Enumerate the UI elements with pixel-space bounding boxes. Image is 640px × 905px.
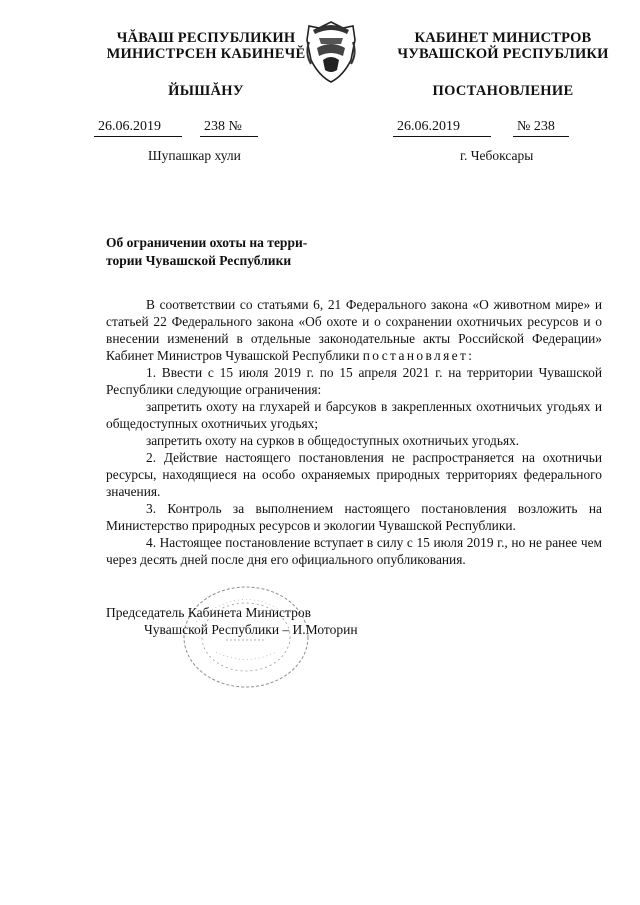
header-right-line-1: КАБИНЕТ МИНИСТРОВ bbox=[414, 30, 592, 46]
signature-position-line-2: Чувашской Республики – И.Моторин bbox=[144, 622, 358, 637]
resolves-word: постановляет: bbox=[362, 348, 475, 363]
body-preamble: В соответствии со статьями 6, 21 Федерального закона «О животном мире» и статьей 22 Федерального закона «Об охоте и о сохранении охотничьих ресурсов и о внесении изменений в отдельные законодательные акты Российской Федерации» Кабинет Министров Чувашской Республики постановляет: bbox=[106, 297, 602, 363]
body-item-2: 2. Действие настоящего постановления не распространяется на охотничьи ресурсы, находящиеся на особо охраняемых природных территориях федерального значения. bbox=[106, 450, 602, 499]
header-right-line-2: ЧУВАШСКОЙ РЕСПУБЛИКИ bbox=[397, 46, 609, 62]
subject-line-1: Об ограничении охоты на терри- bbox=[106, 235, 308, 250]
document-body bbox=[106, 296, 602, 568]
document-subject bbox=[106, 234, 346, 270]
header-left-doc-type: ЙЫШĂНУ bbox=[168, 83, 244, 99]
body-item-1a: запретить охоту на глухарей и барсуков в закрепленных охотничьих угодьях и общедоступных охотничьих угодьях; bbox=[106, 399, 602, 431]
dateline-right bbox=[393, 119, 569, 137]
header-left-line-1: ЧĂВАШ РЕСПУБЛИКИН bbox=[116, 30, 296, 46]
chuvash-coat-of-arms-icon bbox=[303, 20, 359, 84]
left-number: 238 № bbox=[200, 119, 258, 137]
body-item-1: 1. Ввести с 15 июля 2019 г. по 15 апреля 2021 г. на территории Чувашской Республики следующие ограничения: bbox=[106, 365, 602, 397]
right-date: 26.06.2019 bbox=[393, 119, 491, 137]
header-left-authority bbox=[86, 30, 326, 62]
body-item-1b: запретить охоту на сурков в общедоступных охотничьих угодьях. bbox=[146, 433, 520, 448]
header-left-line-2: МИНИСТРСЕН КАБИНЕЧĔ bbox=[106, 46, 306, 62]
signature-block bbox=[106, 604, 358, 638]
body-item-3: 3. Контроль за выполнением настоящего постановления возложить на Министерство природных ресурсов и экологии Чувашской Республики. bbox=[106, 501, 602, 533]
header-right-doc-type: ПОСТАНОВЛЕНИЕ bbox=[432, 83, 574, 99]
dateline-left bbox=[94, 119, 258, 137]
header-right-authority bbox=[383, 30, 623, 62]
place-left: Шупашкар хули bbox=[148, 148, 241, 163]
place-right: г. Чебоксары bbox=[460, 148, 534, 163]
signatory-name: И.Моторин bbox=[292, 622, 358, 637]
right-number: № 238 bbox=[513, 119, 569, 137]
body-item-4: 4. Настоящее постановление вступает в силу с 15 июля 2019 г., но не ранее чем через десять дней после дня его официального опубликования. bbox=[106, 535, 602, 567]
subject-line-2: тории Чувашской Республики bbox=[106, 253, 292, 268]
signature-position-line-1: Председатель Кабинета Министров bbox=[106, 605, 311, 620]
left-date: 26.06.2019 bbox=[94, 119, 182, 137]
